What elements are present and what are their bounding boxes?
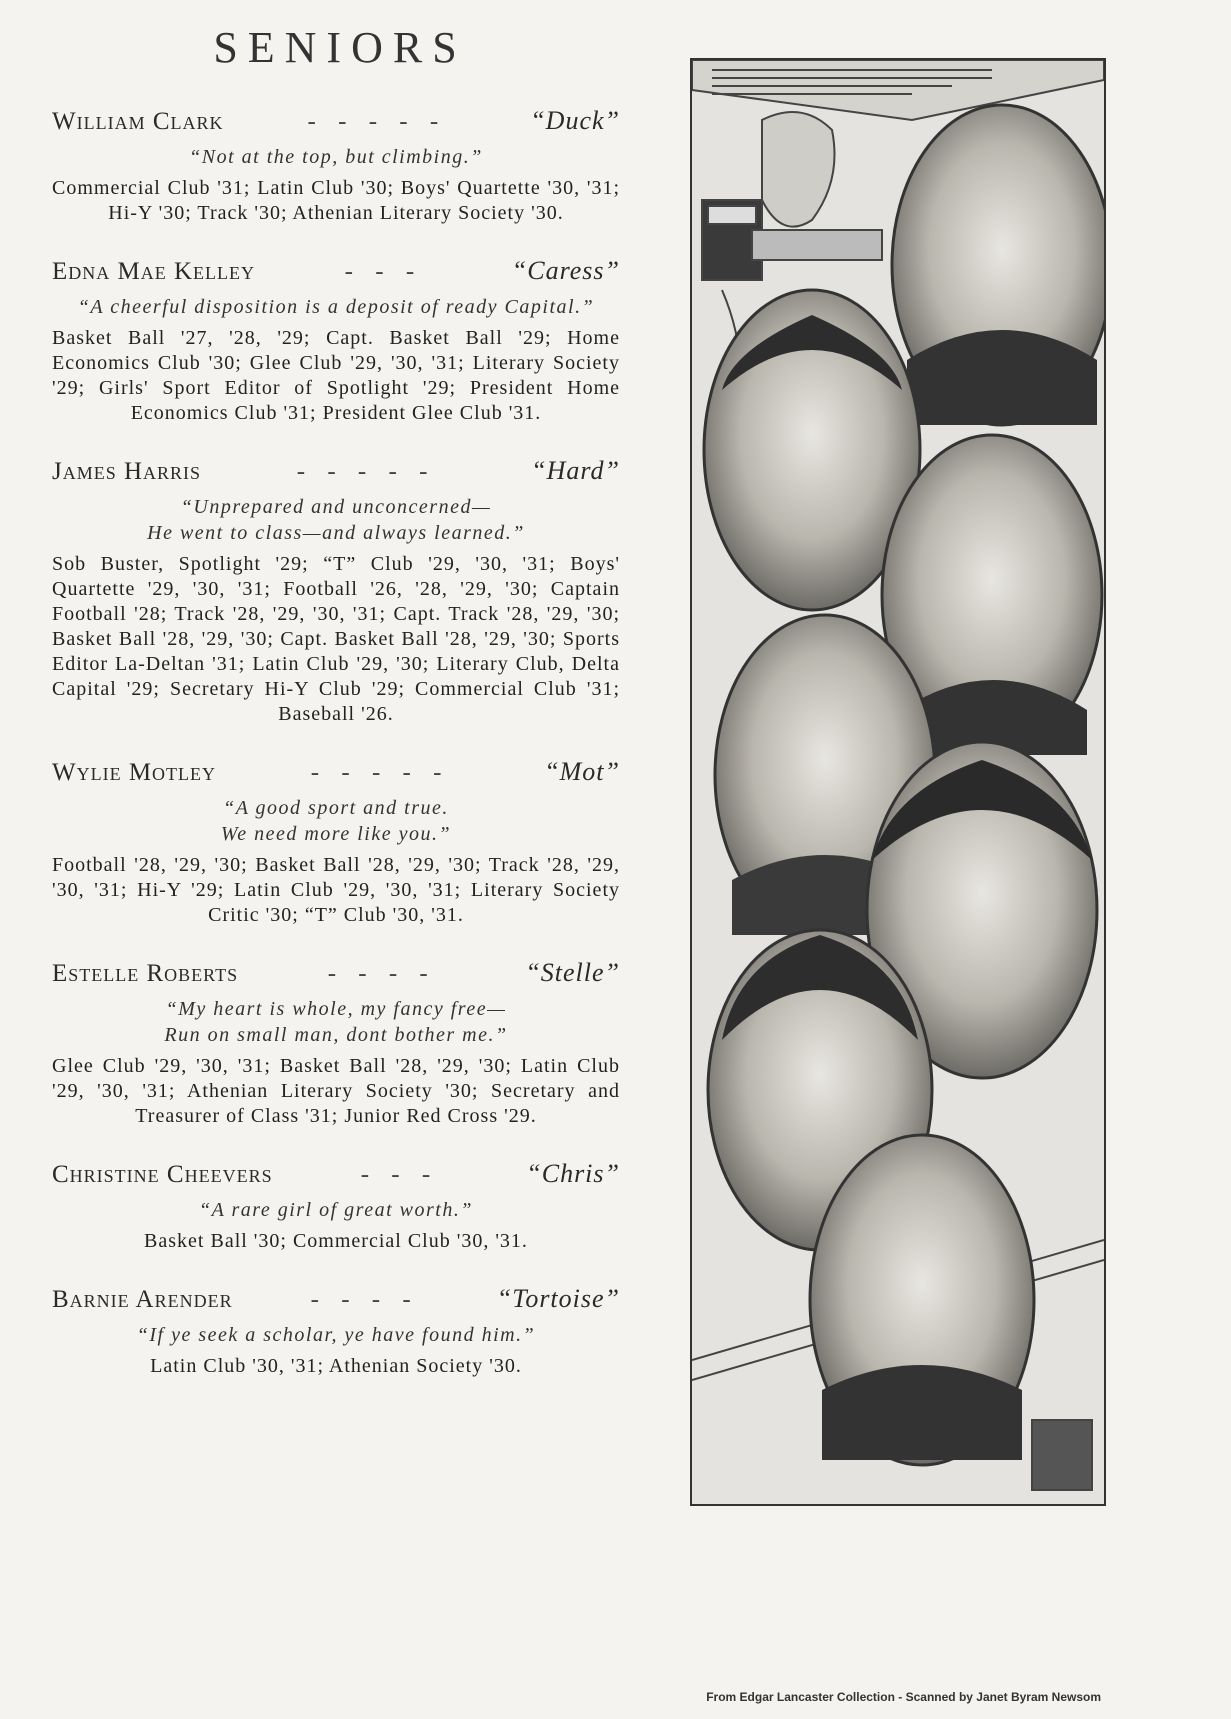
name-line bbox=[52, 106, 620, 142]
name-line bbox=[52, 757, 620, 793]
name-line bbox=[52, 1284, 620, 1320]
senior-entry bbox=[52, 106, 620, 226]
senior-name: William Clark bbox=[52, 108, 224, 135]
senior-name: James Harris bbox=[52, 458, 202, 485]
senior-motto bbox=[52, 795, 620, 847]
senior-motto bbox=[52, 1322, 620, 1348]
senior-nickname: “Tortoise” bbox=[496, 1284, 620, 1313]
senior-activities: Latin Club '30, '31; Athenian Society '30. bbox=[150, 1355, 522, 1377]
motto-line: Run on small man, dont bother me.” bbox=[164, 1024, 508, 1046]
senior-motto bbox=[52, 494, 620, 546]
portrait-william-clark bbox=[892, 105, 1104, 425]
senior-motto bbox=[52, 294, 620, 320]
senior-nickname: “Caress” bbox=[511, 256, 620, 285]
senior-name: Christine Cheevers bbox=[52, 1161, 273, 1188]
motto-line: “If ye seek a scholar, ye have found him.” bbox=[136, 1324, 536, 1346]
motto-line: He went to class—and always learned.” bbox=[147, 522, 525, 544]
motto-line: “My heart is whole, my fancy free— bbox=[165, 998, 507, 1020]
senior-activities: Sob Buster, Spotlight '29; “T” Club '29, '30, '31; Boys' Quartette '29, '30, '31; Football '26, '28, '29, '30; Captain Football '28; Track '28, '29, '30, '31; Capt. Track '28, '29, '30; Basket Ball '28, '29, '30; Capt. Basket Ball '28, '29, '30; Sports Editor La-Deltan '31; Latin Club '29, '30; Literary Club, Delta Capital '29; Secretary Hi-Y Club '29; Commercial Club '31; Baseball '26. bbox=[52, 553, 620, 725]
senior-name: Barnie Arender bbox=[52, 1286, 233, 1313]
senior-motto bbox=[52, 144, 620, 170]
senior-activities: Basket Ball '27, '28, '29; Capt. Basket Ball '29; Home Economics Club '30; Glee Club '29, '30, '31; Literary Society '29; Girls' Sport Editor of Spotlight '29; President Home Economics Club '31; President Glee Club '31. bbox=[52, 327, 620, 424]
name-line bbox=[52, 1159, 620, 1195]
portrait-collage bbox=[692, 60, 1104, 1504]
motto-line: “Not at the top, but climbing.” bbox=[189, 146, 483, 168]
senior-motto bbox=[52, 1197, 620, 1223]
senior-nickname: “Stelle” bbox=[525, 958, 620, 987]
senior-name: Edna Mae Kelley bbox=[52, 258, 256, 285]
senior-entry bbox=[52, 456, 620, 727]
senior-entry bbox=[52, 256, 620, 426]
senior-nickname: “Mot” bbox=[544, 757, 620, 786]
leader-dots: - - - bbox=[344, 258, 423, 285]
motto-line: We need more like you.” bbox=[220, 823, 452, 845]
photo-panel bbox=[690, 58, 1106, 1506]
leader-dots: - - - - - bbox=[296, 458, 436, 485]
name-line bbox=[52, 958, 620, 994]
leader-dots: - - - - bbox=[310, 1286, 419, 1313]
senior-entry bbox=[52, 1284, 620, 1379]
senior-nickname: “Hard” bbox=[531, 456, 620, 485]
senior-name: Wylie Motley bbox=[52, 759, 217, 786]
leader-dots: - - - - - bbox=[310, 759, 450, 786]
portrait-barnie-arender bbox=[810, 1135, 1034, 1465]
senior-name: Estelle Roberts bbox=[52, 960, 239, 987]
motto-line: “A good sport and true. bbox=[223, 797, 449, 819]
senior-activities: Glee Club '29, '30, '31; Basket Ball '28, '29, '30; Latin Club '29, '30, '31; Athenian Literary Society '30; Secretary and Treasurer of Class '31; Junior Red Cross '29. bbox=[52, 1055, 620, 1127]
senior-activities: Football '28, '29, '30; Basket Ball '28, '29, '30; Track '28, '29, '30, '31; Hi-Y '29; Latin Club '29, '30, '31; Literary Society Critic '30; “T” Club '30, '31. bbox=[52, 854, 620, 926]
motto-line: “Unprepared and unconcerned— bbox=[180, 496, 492, 518]
senior-entry bbox=[52, 958, 620, 1129]
leader-dots: - - - - - bbox=[307, 108, 447, 135]
seniors-list bbox=[52, 106, 620, 1409]
senior-nickname: “Chris” bbox=[526, 1159, 620, 1188]
senior-activities: Basket Ball '30; Commercial Club '30, '31. bbox=[144, 1230, 528, 1252]
name-line bbox=[52, 256, 620, 292]
senior-nickname: “Duck” bbox=[530, 106, 620, 135]
scan-credit: From Edgar Lancaster Collection - Scanned by Janet Byram Newsom bbox=[706, 1690, 1101, 1704]
page-title: SENIORS bbox=[213, 23, 467, 72]
leader-dots: - - - bbox=[360, 1161, 439, 1188]
senior-activities: Commercial Club '31; Latin Club '30; Boys' Quartette '30, '31; Hi-Y '30; Track '30; Athenian Literary Society '30. bbox=[52, 177, 620, 224]
senior-motto bbox=[52, 996, 620, 1048]
motto-line: “A rare girl of great worth.” bbox=[199, 1199, 473, 1221]
senior-entry bbox=[52, 757, 620, 928]
senior-entry bbox=[52, 1159, 620, 1254]
leader-dots: - - - - bbox=[327, 960, 436, 987]
name-line bbox=[52, 456, 620, 492]
motto-line: “A cheerful disposition is a deposit of ready Capital.” bbox=[77, 296, 595, 318]
